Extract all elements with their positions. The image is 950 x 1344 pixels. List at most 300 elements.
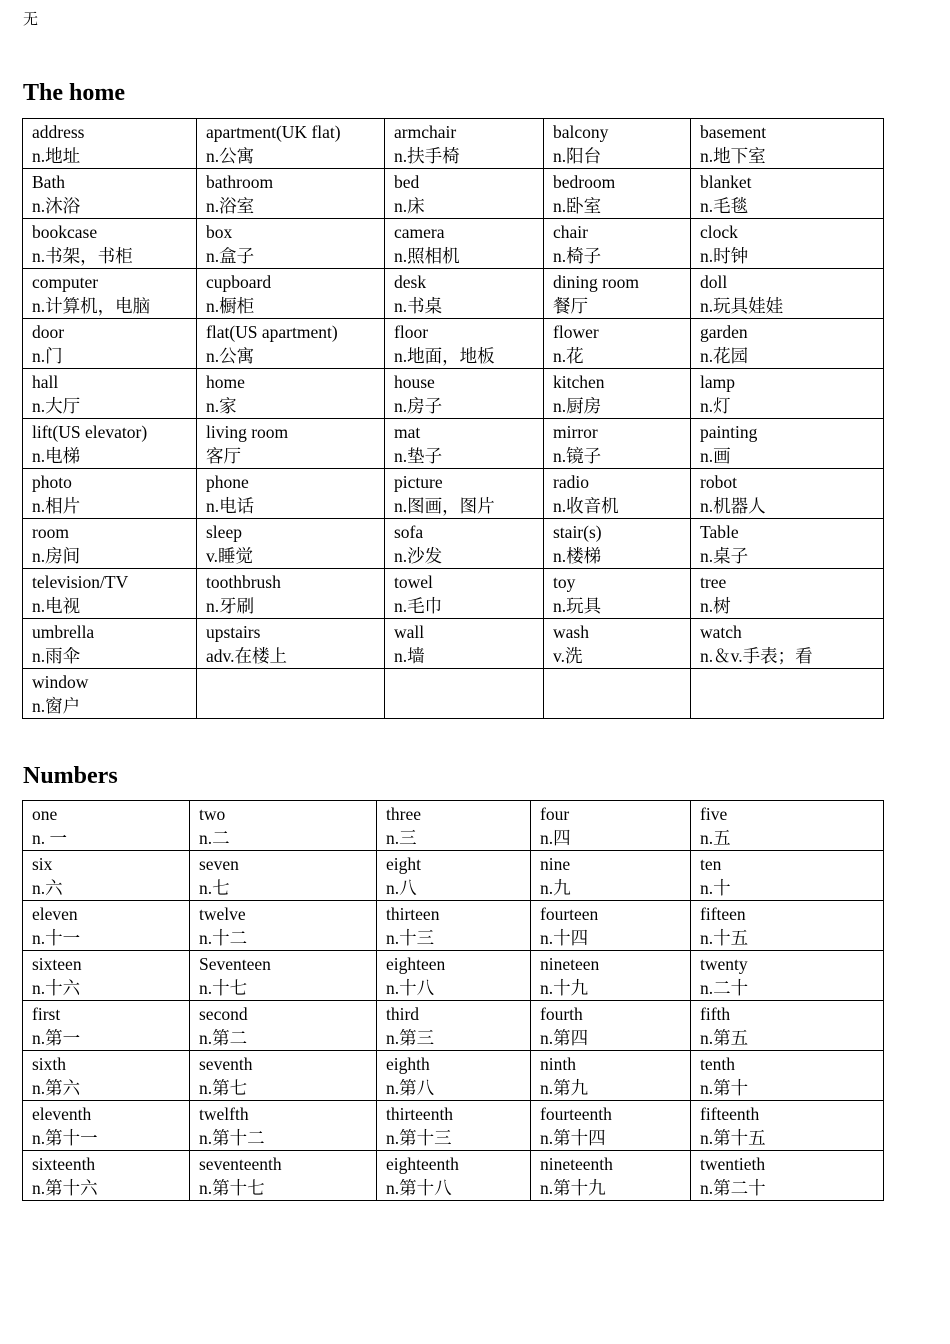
vocab-meaning: n.三 — [386, 828, 417, 848]
vocab-cell — [544, 619, 691, 669]
vocab-meaning: n.牙刷 — [206, 596, 255, 616]
vocab-word: computer — [32, 272, 99, 292]
vocab-meaning: n.照相机 — [394, 246, 460, 266]
vocab-cell — [23, 219, 197, 269]
vocab-cell — [377, 901, 531, 951]
vocab-word: three — [386, 804, 421, 824]
vocab-meaning: n.灯 — [700, 396, 731, 416]
vocab-meaning: n.第四 — [540, 1028, 589, 1048]
vocab-cell — [385, 469, 544, 519]
vocab-meaning: n.时钟 — [700, 246, 749, 266]
vocab-word: first — [32, 1004, 61, 1024]
vocab-meaning: n. 一 — [32, 828, 67, 848]
vocab-meaning: v.洗 — [553, 646, 583, 666]
vocab-meaning: 餐厅 — [553, 296, 588, 316]
vocab-word: third — [386, 1004, 420, 1024]
vocab-meaning: n.房子 — [394, 396, 443, 416]
vocab-word: wall — [394, 622, 425, 642]
vocab-meaning: n.毛毯 — [700, 196, 749, 216]
table-row — [23, 369, 884, 419]
vocab-meaning: v.睡觉 — [206, 546, 253, 566]
vocab-word: cupboard — [206, 272, 272, 292]
vocab-meaning — [206, 694, 384, 718]
vocab-meaning: n.电话 — [206, 496, 255, 516]
vocab-meaning: n.第七 — [199, 1078, 248, 1098]
vocab-cell — [691, 169, 884, 219]
vocab-cell — [544, 469, 691, 519]
vocab-cell — [691, 669, 884, 719]
vocab-meaning: n.四 — [540, 828, 571, 848]
vocab-meaning: n.第十五 — [700, 1128, 766, 1148]
table-row — [23, 851, 884, 901]
vocab-meaning: n.第一 — [32, 1028, 81, 1048]
vocab-word: ninth — [540, 1054, 576, 1074]
vocab-meaning: n.第十四 — [540, 1128, 606, 1148]
vocab-cell — [197, 519, 385, 569]
vocab-word: hall — [32, 372, 59, 392]
vocab-meaning: n.机器人 — [700, 496, 766, 516]
vocab-cell — [190, 1151, 377, 1201]
vocab-word: flat(US apartment) — [206, 322, 338, 342]
vocab-meaning: n.电梯 — [32, 446, 81, 466]
vocab-word: painting — [700, 422, 758, 442]
vocab-cell — [23, 269, 197, 319]
vocab-meaning: n.十九 — [540, 978, 589, 998]
vocab-meaning: n.玩具娃娃 — [700, 296, 784, 316]
vocab-cell — [385, 169, 544, 219]
vocab-cell — [531, 851, 691, 901]
vocab-meaning: n.阳台 — [553, 146, 602, 166]
vocab-meaning — [553, 694, 690, 718]
vocab-meaning: n.公寓 — [206, 146, 255, 166]
vocab-meaning: n.第八 — [386, 1078, 435, 1098]
vocab-meaning: n.厨房 — [553, 396, 602, 416]
vocab-word: watch — [700, 622, 742, 642]
vocab-meaning: n.第九 — [540, 1078, 589, 1098]
vocab-cell — [531, 901, 691, 951]
vocab-word: house — [394, 372, 435, 392]
vocab-cell — [23, 801, 190, 851]
vocab-word: twenty — [700, 954, 748, 974]
vocab-cell — [190, 951, 377, 1001]
vocab-word: umbrella — [32, 622, 95, 642]
vocab-meaning: n.卧室 — [553, 196, 602, 216]
vocab-meaning: n.公寓 — [206, 346, 255, 366]
vocab-word: sixth — [32, 1054, 67, 1074]
vocab-word: sleep — [206, 522, 242, 542]
vocab-word: sofa — [394, 522, 424, 542]
vocab-cell — [23, 419, 197, 469]
vocab-cell — [691, 469, 884, 519]
vocab-cell — [23, 851, 190, 901]
table-row — [23, 619, 884, 669]
vocab-word: seven — [199, 854, 239, 874]
vocab-word: towel — [394, 572, 433, 592]
vocab-cell — [377, 951, 531, 1001]
vocab-meaning: n.垫子 — [394, 446, 443, 466]
vocab-cell — [197, 669, 385, 719]
vocab-word: ten — [700, 854, 722, 874]
vocab-cell — [190, 851, 377, 901]
vocab-word: five — [700, 804, 728, 824]
vocab-meaning: n.地面，地板 — [394, 346, 495, 366]
vocab-meaning: n.花 — [553, 346, 584, 366]
vocab-cell — [691, 569, 884, 619]
vocab-word: kitchen — [553, 372, 605, 392]
vocab-meaning: n.二 — [199, 828, 230, 848]
vocab-cell — [23, 369, 197, 419]
vocab-cell — [691, 1051, 884, 1101]
vocab-meaning: n.桌子 — [700, 546, 749, 566]
vocab-cell — [531, 1151, 691, 1201]
vocab-cell — [691, 269, 884, 319]
vocab-word: upstairs — [206, 622, 261, 642]
vocab-word: mirror — [553, 422, 598, 442]
vocab-word: fifteen — [700, 904, 746, 924]
vocab-cell — [544, 219, 691, 269]
vocab-cell — [691, 369, 884, 419]
vocab-cell — [544, 169, 691, 219]
vocab-word: living room — [206, 422, 289, 442]
vocab-meaning: n.墙 — [394, 646, 425, 666]
vocab-word: radio — [553, 472, 589, 492]
vocab-meaning: n.第十八 — [386, 1178, 452, 1198]
vocab-meaning: n.十六 — [32, 978, 81, 998]
vocab-meaning: n.房间 — [32, 546, 81, 566]
vocab-word: toy — [553, 572, 576, 592]
vocab-meaning: n.第十二 — [199, 1128, 265, 1148]
vocab-word: mat — [394, 422, 421, 442]
vocab-meaning: n.楼梯 — [553, 546, 602, 566]
vocab-cell — [544, 119, 691, 169]
vocab-word: photo — [32, 472, 72, 492]
vocab-cell — [531, 951, 691, 1001]
vocab-word: apartment(UK flat) — [206, 122, 341, 142]
vocab-word: floor — [394, 322, 429, 342]
vocab-word: tenth — [700, 1054, 735, 1074]
vocab-word: Seventeen — [199, 954, 271, 974]
table-row — [23, 801, 884, 851]
vocab-meaning: n.五 — [700, 828, 731, 848]
vocab-cell — [197, 169, 385, 219]
vocab-cell — [197, 119, 385, 169]
vocab-meaning: n.第二 — [199, 1028, 248, 1048]
vocab-word: thirteen — [386, 904, 440, 924]
vocab-cell — [385, 519, 544, 569]
vocab-word: twelve — [199, 904, 246, 924]
vocab-meaning: n.第十七 — [199, 1178, 265, 1198]
vocab-meaning: n.扶手椅 — [394, 146, 460, 166]
vocab-word: dining room — [553, 272, 640, 292]
vocab-cell — [691, 851, 884, 901]
vocab-cell — [531, 1051, 691, 1101]
section-title-numbers: Numbers — [23, 763, 118, 789]
vocab-cell — [23, 519, 197, 569]
vocab-word: Table — [700, 522, 739, 542]
vocab-word: robot — [700, 472, 737, 492]
vocab-word: chair — [553, 222, 588, 242]
vocab-word: box — [206, 222, 233, 242]
vocab-cell — [377, 801, 531, 851]
vocab-word: clock — [700, 222, 738, 242]
vocab-cell — [190, 1051, 377, 1101]
vocab-word — [206, 670, 384, 694]
vocab-word: eighth — [386, 1054, 430, 1074]
vocab-meaning: n.画 — [700, 446, 731, 466]
vocab-cell — [691, 519, 884, 569]
vocab-meaning: n.十 — [700, 878, 731, 898]
vocab-cell — [190, 1001, 377, 1051]
vocab-word — [394, 670, 543, 694]
vocab-cell — [23, 169, 197, 219]
table-row — [23, 951, 884, 1001]
vocab-word: seventeenth — [199, 1154, 282, 1174]
vocab-meaning: n.电视 — [32, 596, 81, 616]
vocab-word: tree — [700, 572, 727, 592]
vocab-meaning: n.第十六 — [32, 1178, 98, 1198]
vocab-cell — [197, 469, 385, 519]
vocab-word: sixteen — [32, 954, 82, 974]
vocab-meaning: n.地下室 — [700, 146, 766, 166]
vocab-word — [553, 670, 690, 694]
vocab-cell — [190, 901, 377, 951]
vocab-cell — [544, 319, 691, 369]
vocab-cell — [23, 319, 197, 369]
vocab-word: nineteen — [540, 954, 600, 974]
vocab-cell — [385, 669, 544, 719]
vocab-meaning: n.窗户 — [32, 696, 81, 716]
table-row — [23, 469, 884, 519]
vocab-word: doll — [700, 272, 728, 292]
vocab-meaning: n.六 — [32, 878, 63, 898]
vocab-cell — [197, 219, 385, 269]
table-row — [23, 269, 884, 319]
vocab-cell — [23, 1001, 190, 1051]
numbers-vocabulary-table — [22, 800, 884, 1201]
vocab-word: toothbrush — [206, 572, 281, 592]
vocab-cell — [691, 801, 884, 851]
table-row — [23, 901, 884, 951]
vocab-word: sixteenth — [32, 1154, 96, 1174]
vocab-cell — [23, 1051, 190, 1101]
vocab-word: eleven — [32, 904, 78, 924]
vocab-cell — [691, 319, 884, 369]
vocab-word: garden — [700, 322, 748, 342]
vocab-meaning: n.九 — [540, 878, 571, 898]
vocab-meaning: n.二十 — [700, 978, 749, 998]
vocab-meaning: n.花园 — [700, 346, 749, 366]
table-row — [23, 1151, 884, 1201]
vocab-word: armchair — [394, 122, 457, 142]
vocab-word: fifth — [700, 1004, 731, 1024]
vocab-cell — [691, 219, 884, 269]
vocab-meaning: n.第五 — [700, 1028, 749, 1048]
vocab-word: desk — [394, 272, 427, 292]
vocab-meaning: n.镜子 — [553, 446, 602, 466]
vocab-word: twentieth — [700, 1154, 766, 1174]
vocab-word: bookcase — [32, 222, 98, 242]
vocab-meaning: adv.在楼上 — [206, 646, 288, 666]
table-row — [23, 519, 884, 569]
vocab-cell — [385, 419, 544, 469]
vocab-cell — [23, 669, 197, 719]
vocab-cell — [190, 801, 377, 851]
vocab-word: room — [32, 522, 69, 542]
vocab-word: eighteen — [386, 954, 446, 974]
vocab-cell — [385, 219, 544, 269]
vocab-meaning: n.十一 — [32, 928, 81, 948]
vocab-word: bathroom — [206, 172, 274, 192]
vocab-meaning: n.图画，图片 — [394, 496, 495, 516]
vocab-word: Bath — [32, 172, 66, 192]
section-title-the-home: The home — [23, 80, 125, 106]
vocab-meaning: n.七 — [199, 878, 230, 898]
vocab-word: address — [32, 122, 85, 142]
table-row — [23, 419, 884, 469]
vocab-meaning: n.第十九 — [540, 1178, 606, 1198]
vocab-word: camera — [394, 222, 445, 242]
vocab-cell — [531, 801, 691, 851]
vocab-word: basement — [700, 122, 767, 142]
vocab-cell — [377, 1101, 531, 1151]
vocab-meaning: n.计算机，电脑 — [32, 296, 151, 316]
table-row — [23, 219, 884, 269]
vocab-cell — [691, 119, 884, 169]
vocab-cell — [544, 269, 691, 319]
vocab-word: window — [32, 672, 89, 692]
vocab-word: fourteen — [540, 904, 599, 924]
vocab-word: wash — [553, 622, 589, 642]
vocab-word: thirteenth — [386, 1104, 454, 1124]
vocab-cell — [377, 851, 531, 901]
vocab-meaning: n.家 — [206, 396, 237, 416]
vocab-cell — [385, 269, 544, 319]
table-row — [23, 669, 884, 719]
vocab-cell — [197, 569, 385, 619]
vocab-meaning: n.第十一 — [32, 1128, 98, 1148]
vocab-cell — [691, 1001, 884, 1051]
vocab-cell — [385, 319, 544, 369]
vocab-meaning: n.第六 — [32, 1078, 81, 1098]
vocab-word: fourth — [540, 1004, 583, 1024]
vocab-meaning: n.橱柜 — [206, 296, 255, 316]
vocab-meaning: n.浴室 — [206, 196, 255, 216]
vocab-meaning: 客厅 — [206, 446, 241, 466]
vocab-word: fourteenth — [540, 1104, 612, 1124]
vocab-word: lamp — [700, 372, 735, 392]
vocab-cell — [691, 419, 884, 469]
vocab-meaning: n.盒子 — [206, 246, 255, 266]
vocab-meaning: n.书架，书柜 — [32, 246, 133, 266]
vocab-word: stair(s) — [553, 522, 602, 542]
vocab-cell — [544, 669, 691, 719]
vocab-meaning: n.十八 — [386, 978, 435, 998]
vocab-meaning: n.沙发 — [394, 546, 443, 566]
vocab-meaning: n.十三 — [386, 928, 435, 948]
table-row — [23, 319, 884, 369]
vocab-meaning: n.第十三 — [386, 1128, 452, 1148]
table-row — [23, 1001, 884, 1051]
vocab-meaning: n.床 — [394, 196, 425, 216]
vocab-cell — [544, 419, 691, 469]
vocab-meaning: n.玩具 — [553, 596, 602, 616]
vocab-meaning — [700, 694, 883, 718]
vocab-word: blanket — [700, 172, 752, 192]
vocab-cell — [377, 1051, 531, 1101]
vocab-word — [700, 670, 883, 694]
vocab-cell — [385, 369, 544, 419]
vocab-word: six — [32, 854, 53, 874]
vocab-word: twelfth — [199, 1104, 249, 1124]
vocab-meaning: n.十七 — [199, 978, 248, 998]
vocab-cell — [197, 369, 385, 419]
vocab-cell — [691, 619, 884, 669]
vocab-word: balcony — [553, 122, 609, 142]
vocab-word: lift(US elevator) — [32, 422, 148, 442]
vocab-cell — [544, 519, 691, 569]
vocab-meaning: n.毛巾 — [394, 596, 443, 616]
vocab-meaning: n.＆v.手表；看 — [700, 646, 813, 666]
vocab-cell — [385, 119, 544, 169]
vocab-meaning: n.雨伞 — [32, 646, 81, 666]
vocab-cell — [23, 119, 197, 169]
header-note: 无 — [23, 12, 39, 28]
home-vocabulary-table — [22, 118, 884, 719]
vocab-cell — [691, 1151, 884, 1201]
vocab-meaning: n.八 — [386, 878, 417, 898]
vocab-word: seventh — [199, 1054, 253, 1074]
vocab-word: flower — [553, 322, 599, 342]
vocab-cell — [197, 619, 385, 669]
vocab-meaning: n.门 — [32, 346, 63, 366]
vocab-meaning: n.第二十 — [700, 1178, 766, 1198]
vocab-word: door — [32, 322, 65, 342]
vocab-cell — [190, 1101, 377, 1151]
vocab-cell — [385, 619, 544, 669]
vocab-cell — [197, 319, 385, 369]
vocab-word: television/TV — [32, 572, 129, 592]
vocab-cell — [377, 1151, 531, 1201]
vocab-meaning: n.沐浴 — [32, 196, 81, 216]
vocab-meaning: n.收音机 — [553, 496, 619, 516]
vocab-cell — [23, 951, 190, 1001]
vocab-word: eighteenth — [386, 1154, 459, 1174]
vocab-cell — [23, 619, 197, 669]
vocab-cell — [691, 1101, 884, 1151]
vocab-cell — [197, 419, 385, 469]
vocab-meaning: n.十五 — [700, 928, 749, 948]
vocab-meaning: n.大厅 — [32, 396, 81, 416]
vocab-word: picture — [394, 472, 443, 492]
vocab-word: fifteenth — [700, 1104, 760, 1124]
vocab-word: one — [32, 804, 58, 824]
table-row — [23, 569, 884, 619]
vocab-word: nine — [540, 854, 571, 874]
vocab-word: four — [540, 804, 570, 824]
vocab-meaning: n.十四 — [540, 928, 589, 948]
table-row — [23, 119, 884, 169]
vocab-word: phone — [206, 472, 249, 492]
vocab-meaning: n.地址 — [32, 146, 81, 166]
vocab-cell — [531, 1001, 691, 1051]
vocab-cell — [23, 569, 197, 619]
vocab-word: bedroom — [553, 172, 616, 192]
vocab-cell — [691, 901, 884, 951]
vocab-word: bed — [394, 172, 420, 192]
vocab-meaning: n.相片 — [32, 496, 81, 516]
vocab-meaning: n.树 — [700, 596, 731, 616]
vocab-meaning: n.椅子 — [553, 246, 602, 266]
